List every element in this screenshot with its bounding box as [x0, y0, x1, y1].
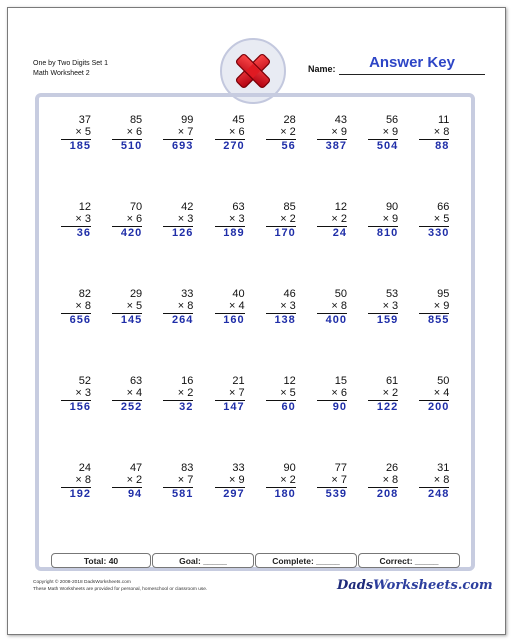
multiplier: × 5 [280, 387, 296, 399]
answer: 252 [120, 401, 143, 413]
problem [352, 462, 398, 501]
answer: 510 [120, 140, 143, 152]
answer: 504 [376, 140, 399, 152]
answer: 189 [223, 227, 245, 239]
multiplicand: 90 [385, 201, 399, 213]
answer: 94 [127, 488, 143, 500]
multiplier: × 8 [331, 300, 347, 312]
answer: 539 [325, 488, 347, 500]
problem [199, 201, 245, 240]
multiplicand: 90 [283, 462, 296, 474]
answer: 156 [69, 401, 91, 413]
multiplier: × 6 [228, 126, 245, 138]
answer: 170 [274, 227, 296, 239]
problem [199, 375, 245, 414]
answer: 138 [274, 314, 296, 326]
problem [199, 462, 245, 501]
answer: 180 [274, 488, 296, 500]
multiplicand: 99 [181, 114, 194, 126]
multiplicand: 12 [334, 201, 347, 213]
multiplicand: 16 [181, 375, 194, 387]
multiplier: × 2 [280, 474, 296, 486]
complete-box: Complete: _____ [255, 553, 357, 568]
answer: 270 [223, 140, 245, 152]
multiplier: × 3 [75, 213, 91, 225]
answer: 160 [223, 314, 245, 326]
problem [301, 114, 347, 153]
multiplier: × 8 [75, 300, 91, 312]
multiplicand: 46 [283, 288, 296, 300]
multiplier: × 4 [126, 387, 143, 399]
problem [96, 288, 142, 327]
multiplicand: 95 [437, 288, 450, 300]
multiplier: × 3 [228, 213, 245, 225]
multiplicand: 63 [232, 201, 245, 213]
worksheet-title: One by Two Digits Set 1 [33, 60, 108, 67]
multiplicand: 31 [437, 462, 450, 474]
multiplier: × 6 [126, 213, 143, 225]
multiplicand: 85 [129, 114, 143, 126]
answer: 810 [376, 227, 399, 239]
problem [199, 288, 245, 327]
problem [45, 201, 91, 240]
multiplier: × 2 [126, 474, 143, 486]
problem [301, 462, 347, 501]
multiplier: × 4 [228, 300, 245, 312]
answer: 56 [281, 140, 296, 152]
answer: 581 [172, 488, 194, 500]
problem [403, 114, 449, 153]
answer: 145 [120, 314, 143, 326]
worksheet-subtitle: Math Worksheet 2 [33, 70, 90, 77]
answer: 32 [179, 401, 194, 413]
problem [403, 201, 449, 240]
problem [45, 288, 91, 327]
multiplier: × 8 [433, 474, 450, 486]
multiplier: × 9 [331, 126, 347, 138]
answer: 200 [428, 401, 450, 413]
problem [96, 462, 142, 501]
multiplier: × 7 [331, 474, 347, 486]
multiplier: × 9 [228, 474, 245, 486]
problem [403, 462, 449, 501]
problem [301, 288, 347, 327]
multiplicand: 61 [385, 375, 399, 387]
multiplier: × 5 [433, 213, 450, 225]
problem [352, 375, 398, 414]
multiplicand: 45 [232, 114, 245, 126]
red-x-icon [230, 48, 276, 94]
answer: 147 [223, 401, 245, 413]
multiplier: × 3 [75, 387, 91, 399]
multiplicand: 33 [181, 288, 194, 300]
score-row [51, 553, 461, 570]
answer: 248 [428, 488, 450, 500]
answer: 420 [120, 227, 143, 239]
multiplicand: 56 [385, 114, 399, 126]
multiplicand: 70 [129, 201, 143, 213]
problem [96, 375, 142, 414]
multiplicand: 66 [437, 201, 450, 213]
multiplier: × 7 [177, 474, 194, 486]
answer: 90 [332, 401, 347, 413]
problem [45, 375, 91, 414]
answer: 159 [376, 314, 399, 326]
multiplier: × 3 [280, 300, 296, 312]
multiplicand: 53 [385, 288, 399, 300]
dadsworksheets-logo[interactable] [337, 578, 493, 593]
answer: 693 [172, 140, 194, 152]
problem [147, 462, 193, 501]
multiplicand: 33 [232, 462, 245, 474]
multiplier: × 8 [433, 126, 450, 138]
multiplicand: 40 [232, 288, 245, 300]
multiplier: × 7 [228, 387, 245, 399]
name-label: Name: [308, 64, 336, 74]
answer: 122 [376, 401, 399, 413]
answer: 330 [428, 227, 450, 239]
answer: 126 [172, 227, 194, 239]
multiplicand: 24 [78, 462, 91, 474]
problem [250, 375, 296, 414]
problem [352, 288, 398, 327]
multiplicand: 26 [385, 462, 399, 474]
answer: 36 [76, 227, 91, 239]
multiplicand: 47 [129, 462, 143, 474]
multiplier: × 2 [331, 213, 347, 225]
multiplicand: 43 [334, 114, 347, 126]
problem [301, 201, 347, 240]
multiplicand: 42 [181, 201, 194, 213]
multiplier: × 9 [382, 213, 399, 225]
multiplicand: 50 [437, 375, 450, 387]
problem [250, 288, 296, 327]
multiplier: × 6 [126, 126, 143, 138]
multiplier: × 3 [177, 213, 194, 225]
multiplier: × 7 [177, 126, 194, 138]
problem [250, 462, 296, 501]
copyright-line: Copyright © 2008-2018 DadsWorksheets.com [33, 580, 131, 585]
multiplicand: 50 [334, 288, 347, 300]
problem [147, 375, 193, 414]
multiplicand: 29 [129, 288, 143, 300]
multiplicand: 85 [283, 201, 296, 213]
multiplicand: 52 [78, 375, 91, 387]
answer: 88 [435, 140, 450, 152]
multiplier: × 6 [331, 387, 347, 399]
answer: 192 [69, 488, 91, 500]
multiplicand: 83 [181, 462, 194, 474]
multiplier: × 2 [177, 387, 194, 399]
answer: 185 [69, 140, 91, 152]
answer: 208 [376, 488, 399, 500]
multiplicand: 12 [283, 375, 296, 387]
answer: 656 [69, 314, 91, 326]
problem [45, 114, 91, 153]
multiplier: × 5 [75, 126, 91, 138]
multiplicand: 21 [232, 375, 245, 387]
name-underline [339, 74, 485, 75]
usage-note: These Math Worksheets are provided for personal, homeschool or classroom use. [33, 587, 208, 592]
multiplier: × 8 [382, 474, 399, 486]
answer: 264 [172, 314, 194, 326]
total-box: Total: 40 [51, 553, 151, 568]
answer: 297 [223, 488, 245, 500]
multiplier: × 9 [382, 126, 399, 138]
problem [250, 114, 296, 153]
answer: 60 [281, 401, 296, 413]
goal-box: Goal: _____ [152, 553, 254, 568]
problem [403, 288, 449, 327]
multiplicand: 37 [78, 114, 91, 126]
problem [250, 201, 296, 240]
multiplicand: 82 [78, 288, 91, 300]
problem [96, 114, 142, 153]
problem [352, 201, 398, 240]
multiplier: × 8 [177, 300, 194, 312]
multiplicand: 11 [437, 114, 450, 126]
problem [147, 201, 193, 240]
multiplicand: 77 [334, 462, 347, 474]
multiplier: × 2 [280, 213, 296, 225]
multiplier: × 5 [126, 300, 143, 312]
problem [147, 288, 193, 327]
problem [301, 375, 347, 414]
multiplicand: 15 [334, 375, 347, 387]
problem [147, 114, 193, 153]
answer-key-label: Answer Key [369, 54, 455, 71]
multiplicand: 12 [78, 201, 91, 213]
problem [45, 462, 91, 501]
answer: 24 [332, 227, 347, 239]
multiplier: × 9 [433, 300, 450, 312]
correct-box: Correct: _____ [358, 553, 460, 568]
multiplicand: 28 [283, 114, 296, 126]
multiplier: × 8 [75, 474, 91, 486]
problem [199, 114, 245, 153]
problem [352, 114, 398, 153]
answer: 855 [428, 314, 450, 326]
multiplier: × 4 [433, 387, 450, 399]
multiplier: × 2 [382, 387, 399, 399]
multiplier: × 2 [280, 126, 296, 138]
logo-part-worksheets: Worksheets.com [373, 578, 493, 593]
logo-part-dads: Dads [337, 578, 374, 593]
answer: 400 [325, 314, 347, 326]
problem [403, 375, 449, 414]
multiplicand: 63 [129, 375, 143, 387]
problem [96, 201, 142, 240]
answer: 387 [325, 140, 347, 152]
multiplier: × 3 [382, 300, 399, 312]
